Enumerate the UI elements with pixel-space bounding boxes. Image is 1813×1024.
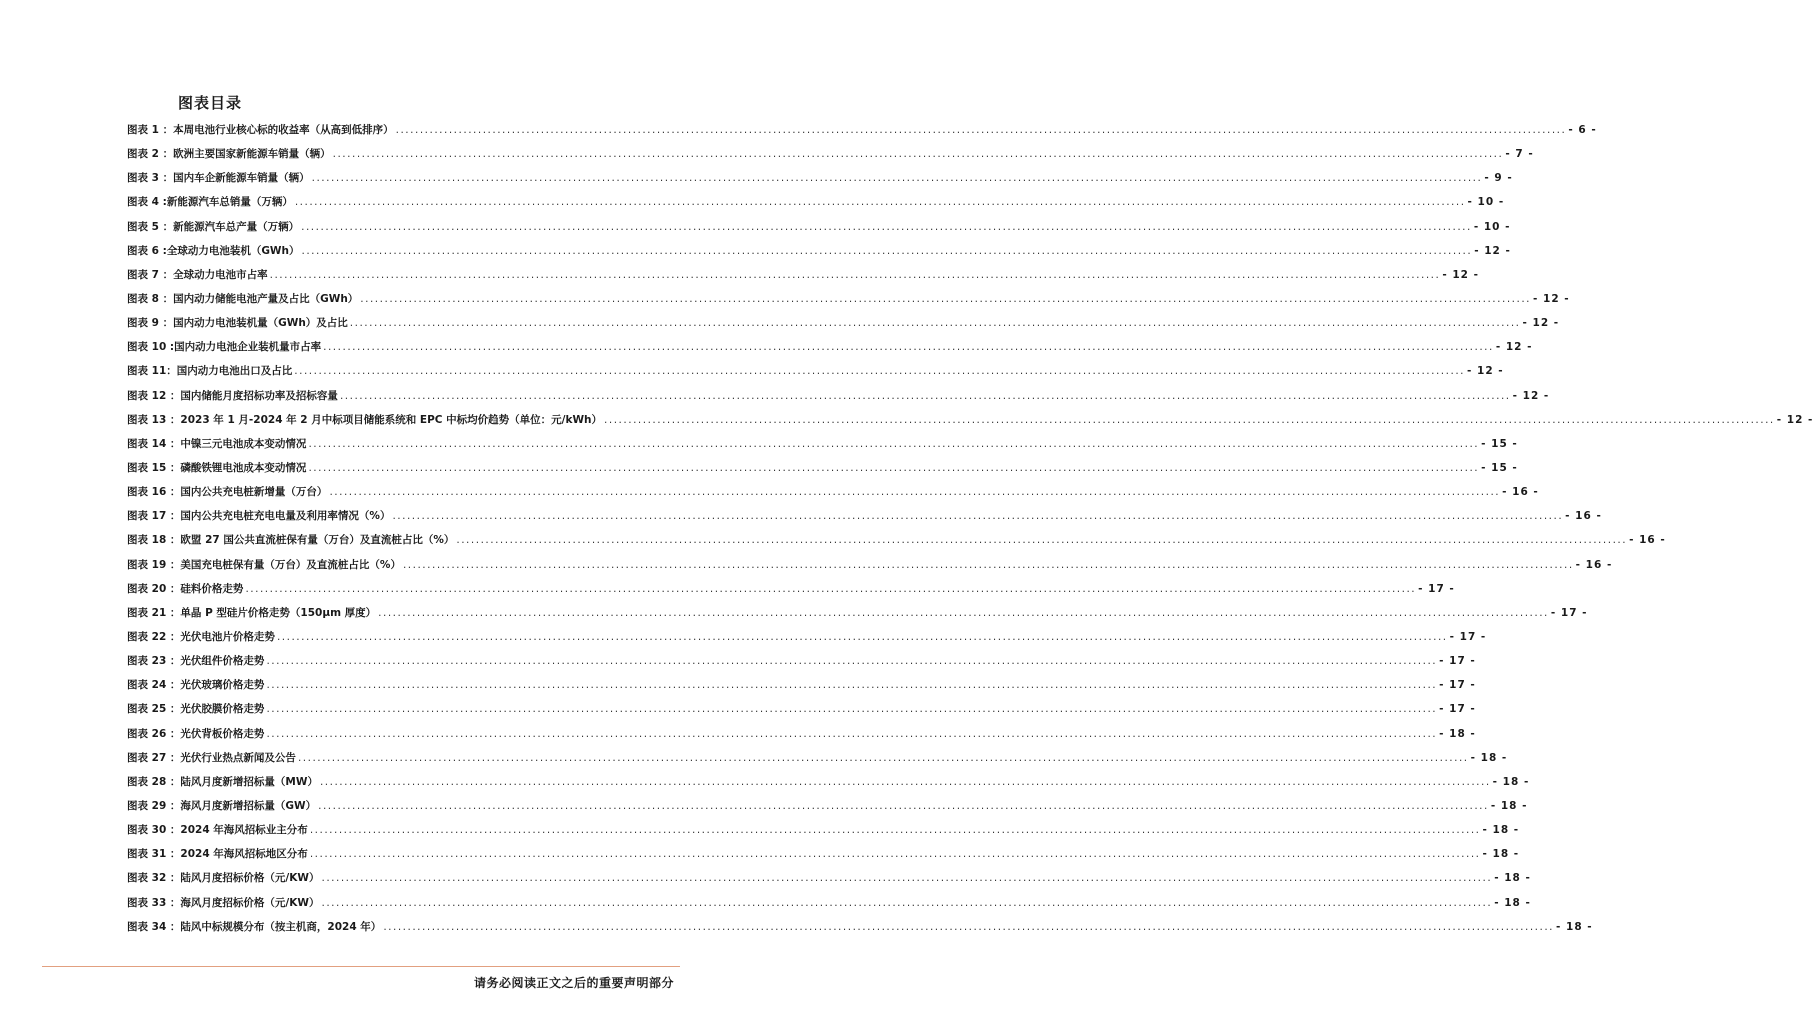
toc-dot-leader — [396, 118, 1567, 142]
toc-entry[interactable] — [127, 215, 1511, 239]
toc-entry-label: 图表 9 ：国内动力电池装机量（GWh）及占比 — [127, 317, 348, 330]
toc-entry-page: - 15 - — [1481, 461, 1518, 474]
toc-entry[interactable] — [127, 408, 1813, 432]
toc-entry-label: 图表 27 ：光伏行业热点新闻及公告 — [127, 751, 296, 764]
toc-dot-leader — [312, 166, 1483, 190]
toc-entry-label: 图表 29 ：海风月度新增招标量（GW） — [127, 799, 317, 812]
toc-entry[interactable] — [127, 456, 1518, 480]
toc-entry-label: 图表 34 ：陆风中标规模分布（按主机商，2024 年） — [127, 920, 382, 933]
toc-entry-page: - 12 - — [1522, 317, 1560, 330]
toc-dot-leader — [333, 142, 1504, 166]
toc-entry-page: - 18 - — [1494, 872, 1531, 885]
footer-divider — [42, 966, 680, 967]
toc-entry-label: 图表 23 ：光伏组件价格走势 — [127, 655, 265, 668]
toc-entry[interactable] — [127, 673, 1476, 697]
toc-entry[interactable] — [127, 384, 1550, 408]
toc-entry-label: 图表 8 ：国内动力储能电池产量及占比（GWh） — [127, 292, 359, 305]
toc-entry-label: 图表 10 :国内动力电池企业装机量市占率 — [127, 341, 322, 354]
toc-dot-leader — [360, 287, 1531, 311]
toc-dot-leader — [294, 359, 1465, 383]
toc-entry[interactable] — [127, 432, 1518, 456]
toc-entry-page: - 18 - — [1492, 775, 1530, 788]
toc-entry-label: 图表 12 ：国内储能月度招标功率及招标容量 — [127, 389, 338, 402]
toc-entry-label: 图表 32 ：陆风月度招标价格（元/KW） — [127, 872, 320, 885]
toc-entry[interactable] — [127, 263, 1479, 287]
toc-dot-leader — [318, 794, 1489, 818]
toc-entry[interactable] — [127, 625, 1487, 649]
toc-entry-page: - 18 - — [1494, 896, 1531, 909]
toc-dot-leader — [350, 311, 1521, 335]
toc-entry-label: 图表 24 ：光伏玻璃价格走势 — [127, 679, 265, 692]
toc-entry-label: 图表 2 ：欧洲主要国家新能源车销量（辆） — [127, 148, 331, 161]
toc-entry[interactable] — [127, 480, 1539, 504]
toc-dot-leader — [266, 673, 1437, 697]
toc-entry-label: 图表 17 ：国内公共充电桩充电电量及利用率情况（%） — [127, 510, 391, 523]
toc-entry-page: - 17 - — [1550, 606, 1588, 619]
toc-dot-leader — [383, 915, 1554, 939]
toc-entry[interactable] — [127, 697, 1476, 721]
toc-entry[interactable] — [127, 359, 1504, 383]
toc-entry-page: - 7 - — [1505, 148, 1534, 161]
toc-entry-label: 图表 14 ：中镍三元电池成本变动情况 — [127, 437, 307, 450]
toc-entry-label: 图表 11：国内动力电池出口及占比 — [127, 365, 293, 378]
toc-entry-page: - 18 - — [1556, 920, 1593, 933]
toc-entry-page: - 10 - — [1467, 196, 1505, 209]
toc-entry-label: 图表 15 ：磷酸铁锂电池成本变动情况 — [127, 461, 307, 474]
toc-entry-page: - 12 - — [1442, 268, 1479, 281]
toc-dot-leader — [310, 842, 1481, 866]
toc-entry-label: 图表 7 ：全球动力电池市占率 — [127, 268, 268, 281]
toc-dot-leader — [392, 504, 1563, 528]
toc-entry-page: - 16 - — [1575, 558, 1613, 571]
toc-entry-page: - 17 - — [1418, 582, 1455, 595]
toc-title: 图表目录 — [178, 94, 243, 112]
toc-entry-label: 图表 18 ：欧盟 27 国公共直流桩保有量（万台）及直流桩占比（%） — [127, 534, 455, 547]
toc-entry[interactable] — [127, 649, 1476, 673]
toc-entry-page: - 18 - — [1439, 727, 1476, 740]
toc-dot-leader — [301, 215, 1472, 239]
toc-entry[interactable] — [127, 311, 1560, 335]
toc-entry-label: 图表 22 ：光伏电池片价格走势 — [127, 630, 275, 643]
toc-dot-leader — [308, 432, 1479, 456]
toc-entry-label: 图表 13 ：2023 年 1 月-2024 年 2 月中标项目储能系统和 EPC 中标均价趋势（单位：元/kWh） — [127, 413, 603, 426]
toc-dot-leader — [321, 866, 1492, 890]
toc-entry-label: 图表 20 ：硅料价格走势 — [127, 582, 244, 595]
toc-entry-page: - 16 - — [1565, 510, 1602, 523]
toc-dot-leader — [266, 697, 1437, 721]
toc-entry-page: - 18 - — [1470, 751, 1508, 764]
toc-entry[interactable] — [127, 842, 1520, 866]
toc-entry[interactable] — [127, 190, 1505, 214]
toc-dot-leader — [320, 770, 1491, 794]
toc-entry[interactable] — [127, 335, 1533, 359]
toc-entry[interactable] — [127, 601, 1588, 625]
toc-entry-page: - 16 - — [1629, 534, 1666, 547]
toc-entry-page: - 18 - — [1482, 848, 1520, 861]
toc-entry-label: 图表 21 ：单晶 P 型硅片价格走势（150μm 厚度） — [127, 606, 377, 619]
toc-dot-leader — [604, 408, 1775, 432]
toc-dot-leader — [266, 649, 1437, 673]
toc-entry[interactable] — [127, 239, 1511, 263]
toc-dot-leader — [270, 263, 1441, 287]
toc-entry[interactable] — [127, 818, 1520, 842]
toc-entry-label: 图表 5 ：新能源汽车总产量（万辆） — [127, 220, 300, 233]
toc-entry[interactable] — [127, 528, 1666, 552]
toc-dot-leader — [310, 818, 1481, 842]
toc-entry-label: 图表 30 ：2024 年海风招标业主分布 — [127, 824, 308, 837]
toc-entry-page: - 10 - — [1473, 220, 1511, 233]
toc-entry-label: 图表 1 ：本周电池行业核心标的收益率（从高到低排序） — [127, 124, 394, 136]
toc-entry-label: 图表 6 :全球动力电池装机（GWh） — [127, 244, 300, 257]
toc-entry-label: 图表 26 ：光伏背板价格走势 — [127, 727, 265, 740]
toc-dot-leader — [298, 746, 1469, 770]
toc-entry[interactable] — [127, 118, 1597, 142]
toc-list — [127, 118, 1813, 939]
toc-dot-leader — [266, 722, 1437, 746]
toc-dot-leader — [456, 528, 1627, 552]
toc-dot-leader — [295, 190, 1466, 214]
toc-dot-leader — [323, 335, 1494, 359]
toc-entry[interactable] — [127, 166, 1513, 190]
toc-entry-page: - 17 - — [1449, 630, 1487, 643]
toc-dot-leader — [245, 577, 1416, 601]
toc-entry-page: - 17 - — [1439, 679, 1476, 692]
toc-dot-leader — [321, 891, 1492, 915]
toc-entry[interactable] — [127, 287, 1570, 311]
toc-entry[interactable] — [127, 770, 1530, 794]
toc-entry[interactable] — [127, 142, 1534, 166]
toc-dot-leader — [308, 456, 1479, 480]
toc-dot-leader — [378, 601, 1549, 625]
footer-disclaimer: 请务必阅读正文之后的重要声明部分 — [473, 976, 674, 990]
toc-entry-label: 图表 3 ：国内车企新能源车销量（辆） — [127, 172, 310, 185]
toc-entry-label: 图表 19 ：美国充电桩保有量（万台）及直流桩占比（%） — [127, 558, 401, 571]
toc-entry-page: - 12 - — [1474, 244, 1511, 257]
toc-dot-leader — [403, 553, 1574, 577]
toc-entry[interactable] — [127, 915, 1593, 939]
toc-entry-page: - 18 - — [1482, 824, 1520, 837]
toc-entry-page: - 12 - — [1495, 341, 1533, 354]
toc-entry-page: - 12 - — [1533, 292, 1570, 305]
toc-entry-page: - 15 - — [1481, 437, 1518, 450]
toc-entry-page: - 12 - — [1512, 389, 1550, 402]
toc-entry[interactable] — [127, 577, 1455, 601]
toc-dot-leader — [329, 480, 1500, 504]
toc-entry-page: - 12 - — [1467, 365, 1504, 378]
toc-entry[interactable] — [127, 504, 1602, 528]
toc-entry[interactable] — [127, 891, 1531, 915]
toc-entry-page: - 9 - — [1484, 172, 1513, 185]
toc-entry[interactable] — [127, 722, 1476, 746]
toc-dot-leader — [302, 239, 1473, 263]
toc-entry[interactable] — [127, 746, 1508, 770]
toc-entry[interactable] — [127, 794, 1528, 818]
toc-entry-label: 图表 25 ：光伏胶膜价格走势 — [127, 703, 265, 716]
toc-entry-page: - 17 - — [1439, 703, 1476, 716]
toc-entry-page: - 12 - — [1776, 413, 1813, 426]
toc-dot-leader — [277, 625, 1448, 649]
toc-dot-leader — [340, 384, 1511, 408]
toc-entry-label: 图表 33 ：海风月度招标价格（元/KW） — [127, 896, 320, 909]
toc-entry-page: - 16 - — [1502, 486, 1539, 499]
toc-entry-label: 图表 31 ：2024 年海风招标地区分布 — [127, 848, 308, 861]
toc-entry-page: - 6 - — [1568, 124, 1597, 136]
toc-entry-page: - 17 - — [1439, 655, 1476, 668]
toc-entry[interactable] — [127, 553, 1613, 577]
toc-entry-label: 图表 4 :新能源汽车总销量（万辆） — [127, 196, 293, 209]
toc-entry-page: - 18 - — [1490, 799, 1528, 812]
toc-entry[interactable] — [127, 866, 1531, 890]
toc-entry-label: 图表 28 ：陆风月度新增招标量（MW） — [127, 775, 318, 788]
toc-entry-label: 图表 16 ：国内公共充电桩新增量（万台） — [127, 486, 328, 499]
